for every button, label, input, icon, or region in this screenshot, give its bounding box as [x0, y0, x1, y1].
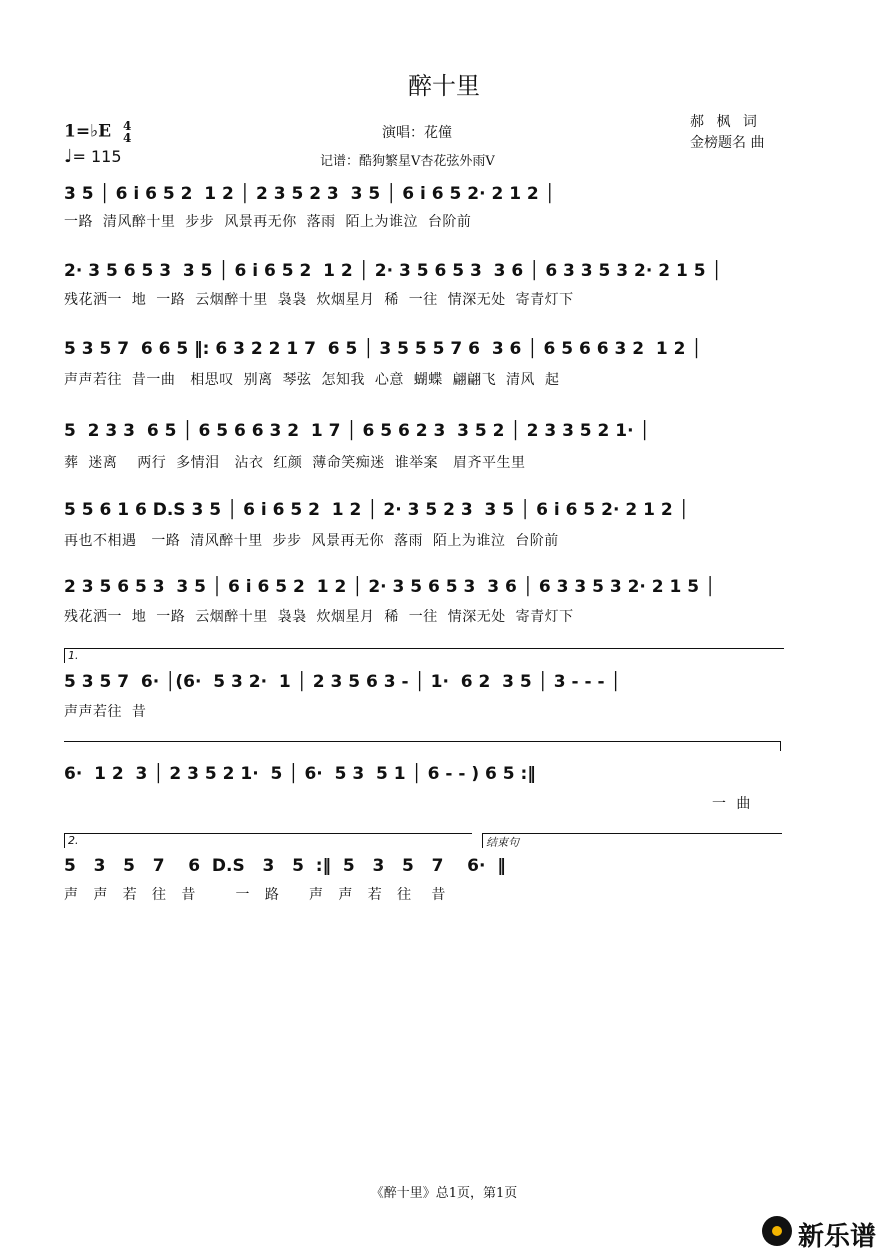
lyric-line-1: 一路 清风醉十里 步步 风景再无你 落雨 陌上为谁泣 台阶前 — [64, 214, 472, 230]
singer-credit: 演唱：花僮 — [382, 125, 452, 141]
volta-first-label: 1. — [68, 649, 79, 662]
vinyl-disc-icon — [762, 1216, 792, 1246]
tempo-mark — [64, 146, 122, 167]
score-line-5: 5 5 6 1 6 D.S 3 5 │ 6 i 6 5 2 1 2 │ 2· 3 5 2 3 3 5 │ 6 i 6 5 2· 2 1 2 │ — [64, 500, 689, 520]
lyric-line-6: 残花洒一 地 一路 云烟醉十里 袅袅 炊烟星月 稀 一往 情深无处 寄青灯下 — [64, 609, 574, 625]
time-bottom: 4 — [122, 131, 132, 145]
lyric-line-5: 再也不相遇 一路 清风醉十里 步步 风景再无你 落雨 陌上为谁泣 台阶前 — [64, 533, 559, 549]
volta-second — [64, 833, 472, 848]
logo-text: 新乐谱 — [798, 1222, 877, 1252]
lyric-line-8: 一 曲 — [712, 796, 751, 812]
score-line-8: 6· 1 2 3 │ 2 3 5 2 1· 5 │ 6· 5 3 5 1 │ 6 - - ) 6 5 :‖ — [64, 764, 536, 784]
score-line-2: 2· 3 5 6 5 3 3 5 │ 6 i 6 5 2 1 2 │ 2· 3 5 6 5 3 3 6 │ 6 3 3 5 3 2· 2 1 5 │ — [64, 261, 722, 281]
volta-ending — [482, 833, 782, 848]
lyricist-credit: 郝 枫 词 — [690, 114, 761, 130]
time-signature — [123, 120, 131, 144]
volta-continuation-line — [64, 741, 780, 742]
composer-credit: 金榜题名 曲 — [690, 135, 765, 151]
lyric-line-4: 葬 迷离 两行 多情泪 沾衣 红颜 薄命笑痴迷 谁举案 眉齐平生里 — [64, 455, 526, 471]
volta-continuation-end — [780, 741, 781, 751]
volta-second-label: 2. — [68, 834, 79, 847]
recorder-credit: 记谱：酷狗繁星V杏花弦外雨V — [320, 154, 495, 169]
lyric-line-9: 声 声 若 往 昔 一 路 声 声 若 往 昔 — [64, 887, 446, 903]
score-line-1: 3 5 │ 6 i 6 5 2 1 2 │ 2 3 5 2 3 3 5 │ 6 i 6 5 2· 2 1 2 │ — [64, 184, 555, 204]
lyric-line-3: 声声若往 昔一曲 相思叹 别离 琴弦 怎知我 心意 蝴蝶 翩翩飞 清风 起 — [64, 372, 560, 388]
score-line-9: 5 3 5 7 6 D.S 3 5 :‖ 5 3 5 7 6· ‖ — [64, 856, 506, 876]
volta-first — [64, 648, 784, 663]
tempo-value: = 115 — [72, 147, 122, 166]
score-line-6: 2 3 5 6 5 3 3 5 │ 6 i 6 5 2 1 2 │ 2· 3 5 6 5 3 3 6 │ 6 3 3 5 3 2· 2 1 5 │ — [64, 577, 716, 597]
lyric-line-7: 声声若往 昔 — [64, 704, 147, 720]
score-line-4: 5 2 3 3 6 5 │ 6 5 6 6 3 2 1 7 │ 6 5 6 2 3 3 5 2 │ 2 3 3 5 2 1· │ — [64, 421, 650, 441]
score-line-7: 5 3 5 7 6· │(6· 5 3 2· 1 │ 2 3 5 6 3 - │ 1· 6 2 3 5 │ 3 - - - │ — [64, 672, 621, 692]
key-label: 1=♭E — [64, 121, 112, 142]
time-top: 4 — [122, 119, 132, 133]
quarter-note-icon: ♩ — [64, 146, 73, 167]
page-footer: 《醉十里》总1页，第1页 — [370, 1186, 518, 1201]
page-title: 醉十里 — [408, 72, 480, 100]
lyric-line-2: 残花洒一 地 一路 云烟醉十里 袅袅 炊烟星月 稀 一往 情深无处 寄青灯下 — [64, 292, 574, 308]
score-line-3: 5 3 5 7 6 6 5 ‖: 6 3 2 2 1 7 6 5 │ 3 5 5 5 7 6 3 6 │ 6 5 6 6 3 2 1 2 │ — [64, 339, 702, 359]
key-signature — [64, 120, 131, 144]
site-logo — [760, 1214, 882, 1250]
volta-ending-label: 结束句 — [486, 836, 519, 849]
